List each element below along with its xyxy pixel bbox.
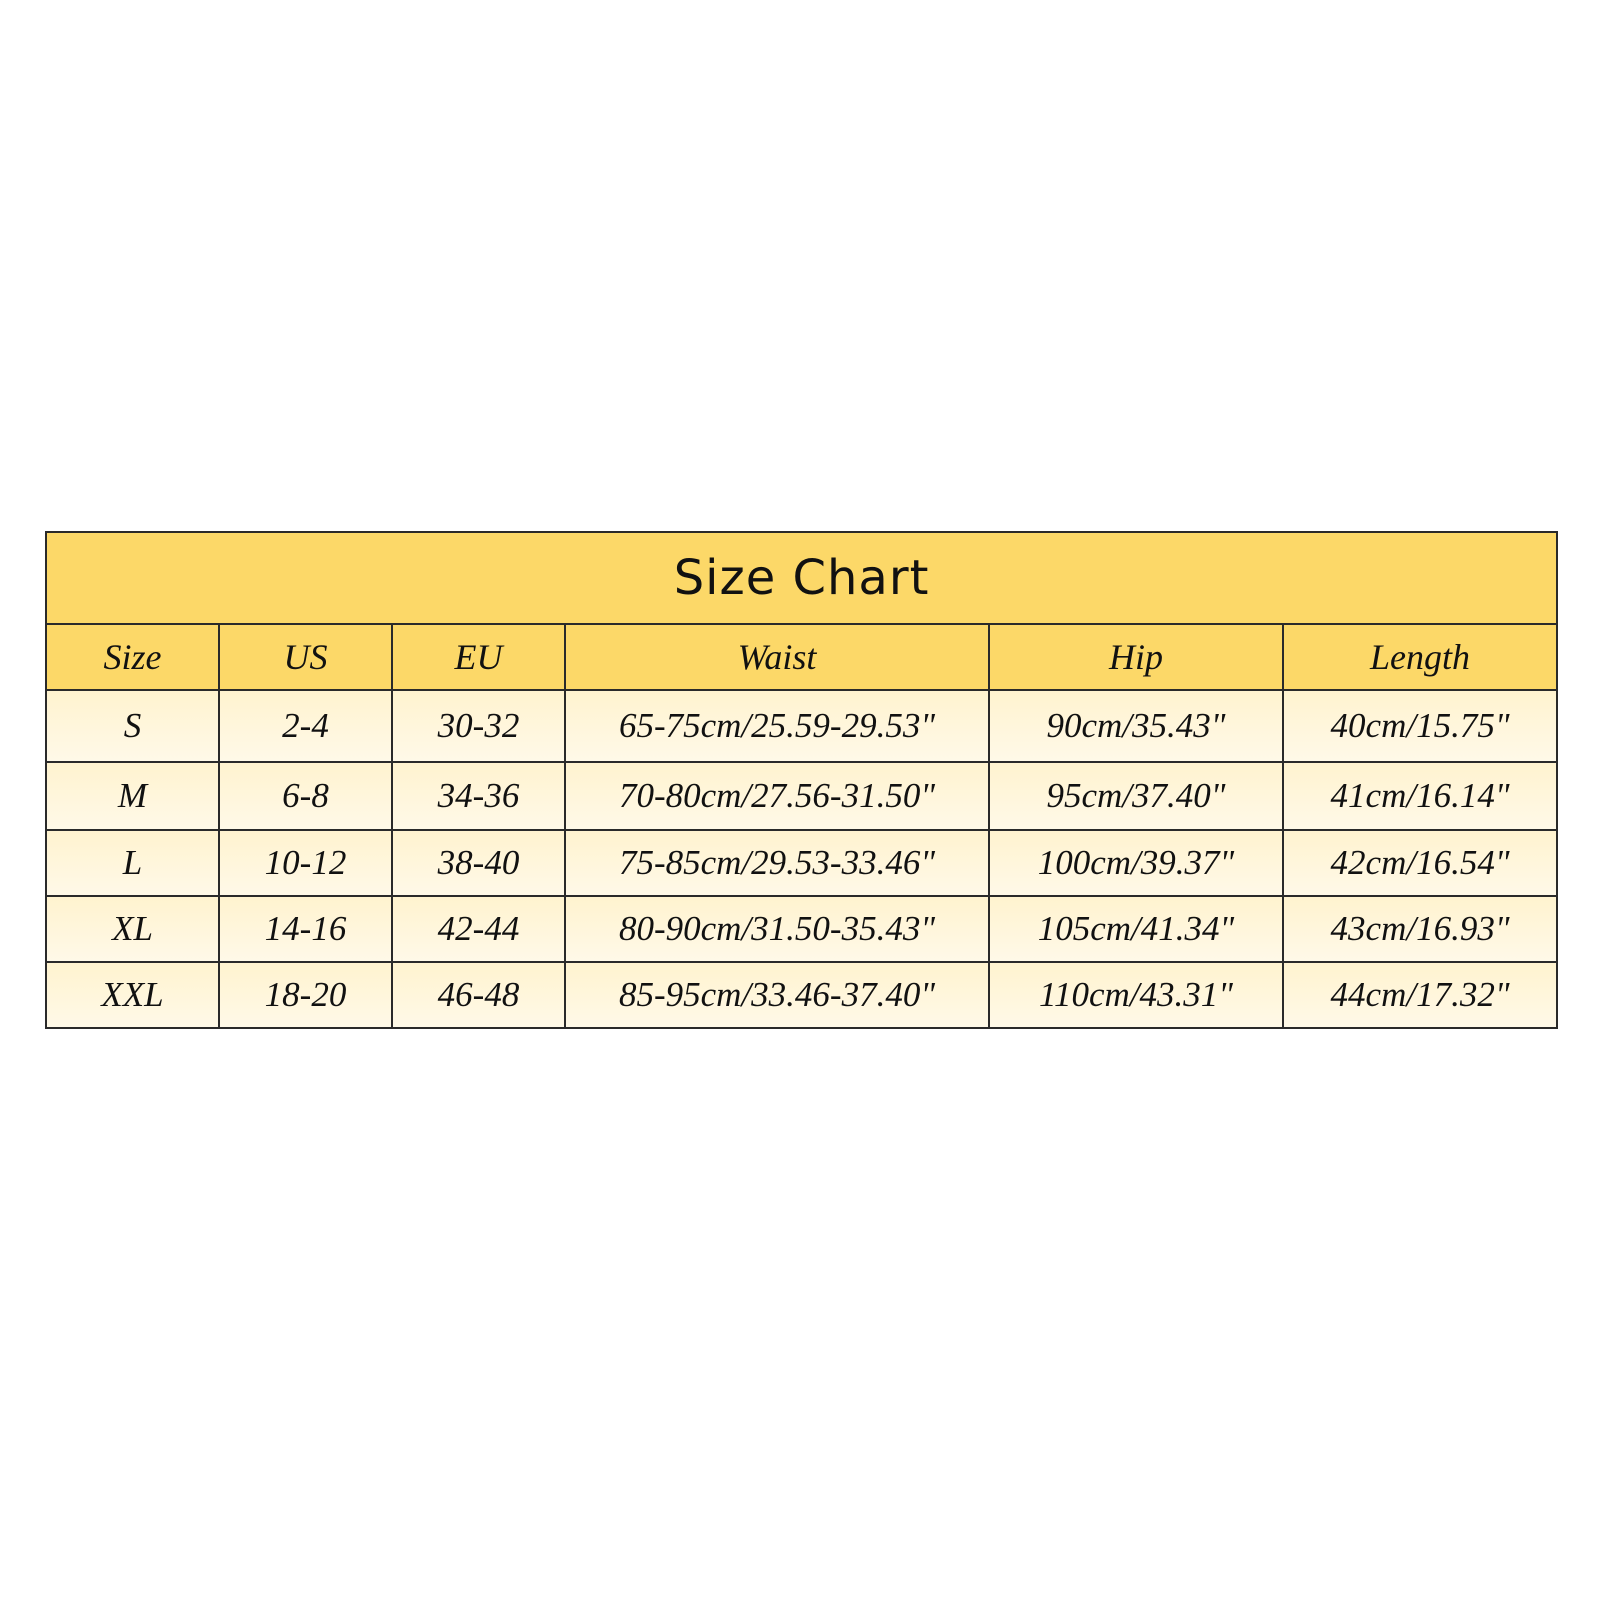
cell-us: 6-8 (219, 762, 392, 830)
column-header-length: Length (1283, 624, 1557, 690)
table-row (46, 830, 1557, 896)
cell-waist: 70-80cm/27.56-31.50" (565, 762, 989, 830)
cell-size: M (46, 762, 219, 830)
column-header-size: Size (46, 624, 219, 690)
column-header-eu: EU (392, 624, 565, 690)
table-row (46, 690, 1557, 762)
cell-eu: 30-32 (392, 690, 565, 762)
table-row (46, 896, 1557, 962)
cell-length: 42cm/16.54" (1283, 830, 1557, 896)
cell-waist: 75-85cm/29.53-33.46" (565, 830, 989, 896)
size-chart-table (45, 531, 1558, 1029)
cell-eu: 42-44 (392, 896, 565, 962)
cell-size: XL (46, 896, 219, 962)
column-header-hip: Hip (989, 624, 1283, 690)
cell-waist: 85-95cm/33.46-37.40" (565, 962, 989, 1028)
header-row (46, 624, 1557, 690)
cell-us: 2-4 (219, 690, 392, 762)
cell-us: 10-12 (219, 830, 392, 896)
cell-hip: 100cm/39.37" (989, 830, 1283, 896)
cell-size: L (46, 830, 219, 896)
column-header-waist: Waist (565, 624, 989, 690)
cell-us: 14-16 (219, 896, 392, 962)
cell-length: 43cm/16.93" (1283, 896, 1557, 962)
chart-title: Size Chart (46, 532, 1557, 624)
cell-length: 44cm/17.32" (1283, 962, 1557, 1028)
cell-hip: 105cm/41.34" (989, 896, 1283, 962)
cell-hip: 110cm/43.31" (989, 962, 1283, 1028)
table-row (46, 962, 1557, 1028)
cell-eu: 46-48 (392, 962, 565, 1028)
cell-us: 18-20 (219, 962, 392, 1028)
cell-size: S (46, 690, 219, 762)
cell-waist: 65-75cm/25.59-29.53" (565, 690, 989, 762)
cell-waist: 80-90cm/31.50-35.43" (565, 896, 989, 962)
cell-length: 40cm/15.75" (1283, 690, 1557, 762)
column-header-us: US (219, 624, 392, 690)
cell-length: 41cm/16.14" (1283, 762, 1557, 830)
cell-eu: 38-40 (392, 830, 565, 896)
table-row (46, 762, 1557, 830)
cell-hip: 95cm/37.40" (989, 762, 1283, 830)
cell-eu: 34-36 (392, 762, 565, 830)
cell-size: XXL (46, 962, 219, 1028)
cell-hip: 90cm/35.43" (989, 690, 1283, 762)
